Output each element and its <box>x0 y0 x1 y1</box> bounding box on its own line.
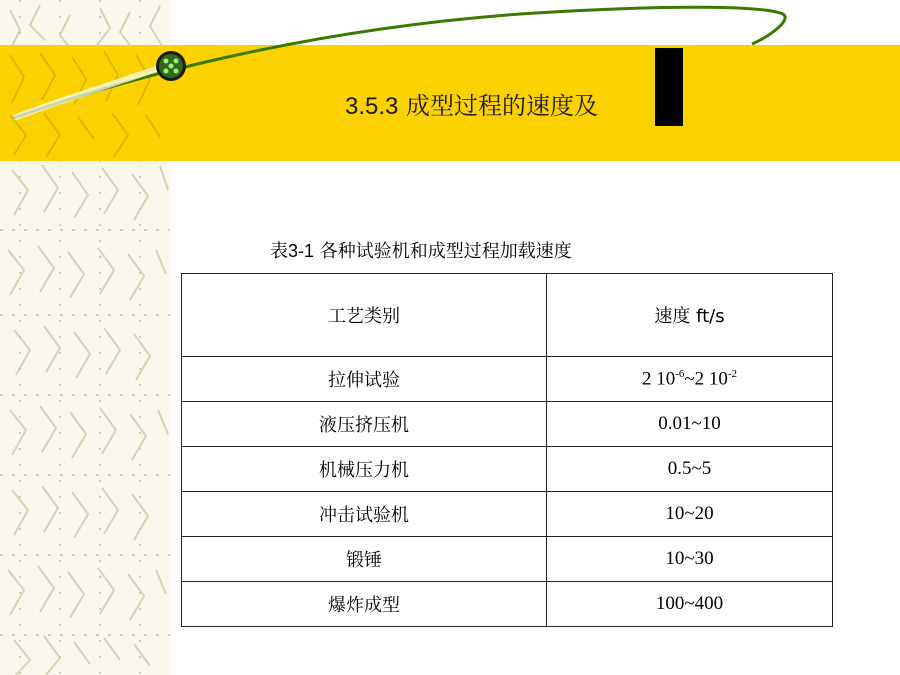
speed-exponent: -2 <box>727 367 738 380</box>
speed-base: 2 10 <box>641 368 676 390</box>
title-accent-bar <box>655 48 683 126</box>
table-caption <box>270 237 572 263</box>
slide-title <box>345 86 598 121</box>
table-row <box>182 582 833 627</box>
cell-process: 爆炸成型 <box>182 582 547 627</box>
table-row <box>182 492 833 537</box>
cell-process: 冲击试验机 <box>182 492 547 537</box>
cell-speed: 10~30 <box>547 537 833 582</box>
caption-number: 表3-1 <box>270 241 315 261</box>
cell-speed: 0.5~5 <box>547 447 833 492</box>
caption-text: 各种试验机和成型过程加载速度 <box>319 241 572 262</box>
cell-speed: 0.01~10 <box>547 402 833 447</box>
speed-middle: ~2 10 <box>684 368 728 390</box>
header-process: 工艺类别 <box>182 274 547 357</box>
table-row <box>182 447 833 492</box>
speed-exponent: -6 <box>675 367 685 380</box>
table-row <box>182 537 833 582</box>
cell-process: 拉伸试验 <box>182 357 547 402</box>
header-speed: 速度 ft/s <box>547 274 833 357</box>
cell-speed: 10~20 <box>547 492 833 537</box>
orbit-bead-icon <box>156 51 186 81</box>
cell-speed <box>547 357 833 402</box>
cell-process: 液压挤压机 <box>182 402 547 447</box>
table-row <box>182 402 833 447</box>
title-number: 3.5.3 <box>345 93 399 120</box>
cell-process: 机械压力机 <box>182 447 547 492</box>
cell-process: 锻锤 <box>182 537 547 582</box>
table-row <box>182 357 833 402</box>
cell-speed: 100~400 <box>547 582 833 627</box>
table-header-row <box>182 274 833 357</box>
speed-table <box>181 273 833 627</box>
title-text: 成型过程的速度及 <box>406 92 599 120</box>
